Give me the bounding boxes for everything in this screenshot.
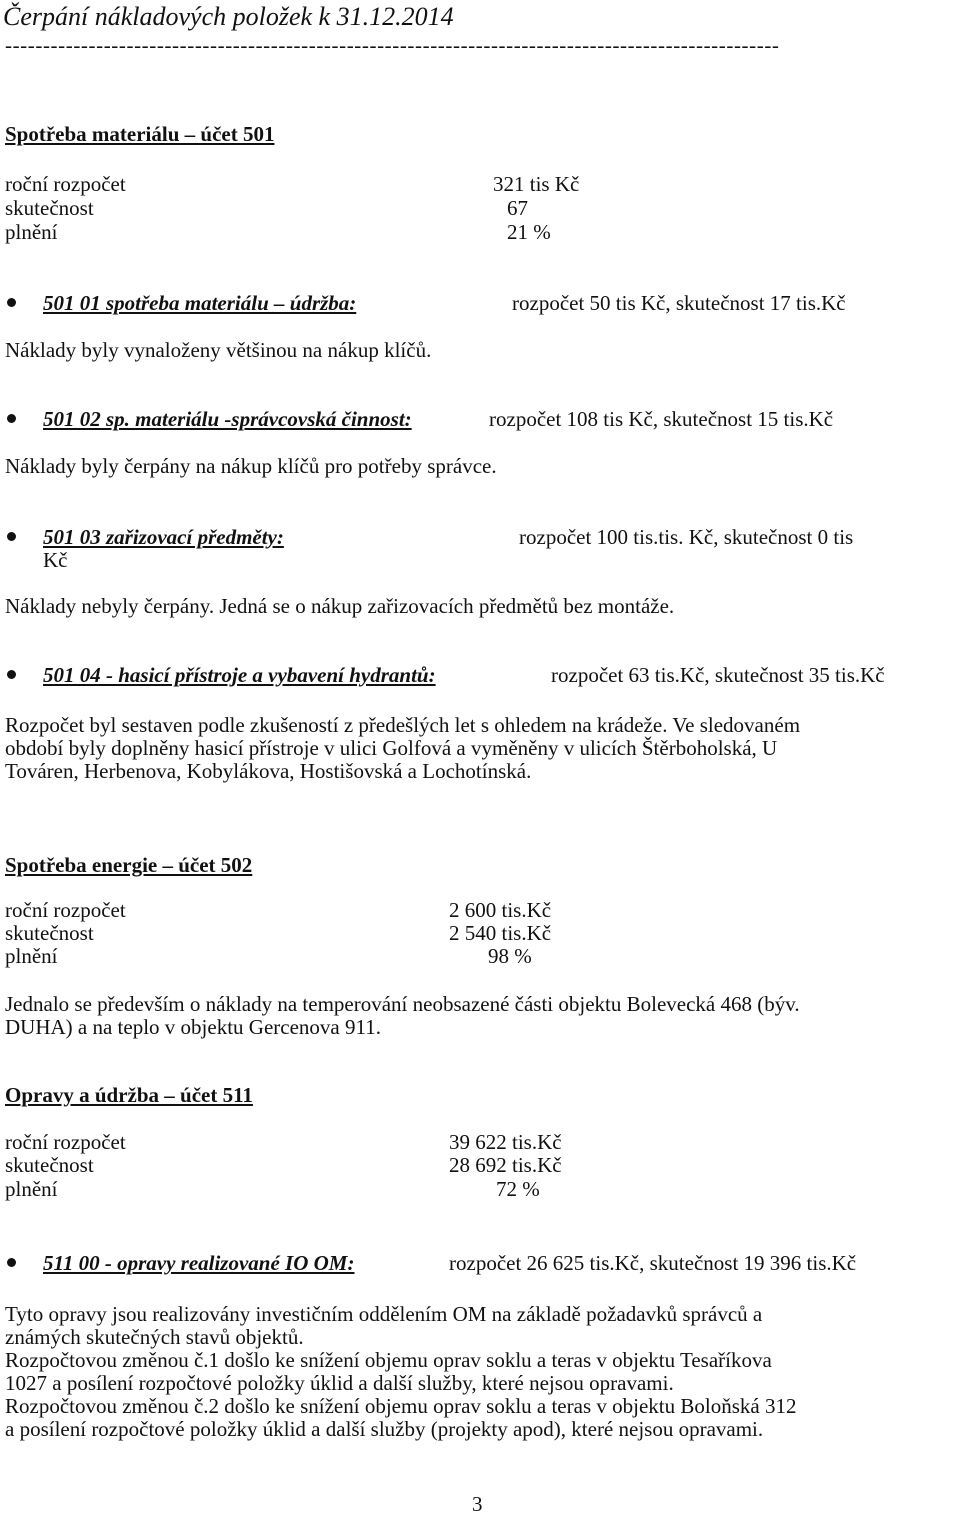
bullet-icon xyxy=(7,670,16,679)
item-note-line: období byly doplněny hasicí přístroje v ulici Golfová a vyměněny v ulicích Štěrboholská, U xyxy=(5,736,778,760)
item-values-50103-wrap: Kč xyxy=(43,548,68,572)
bullet-icon xyxy=(7,298,16,307)
item-note-50101: Náklady byly vynaloženy většinou na nákup klíčů. xyxy=(5,338,432,362)
item-title-50103: 501 03 zařizovací předměty: xyxy=(43,525,284,549)
section-heading-501: Spotřeba materiálu – účet 501 xyxy=(5,122,275,146)
row-label: plnění xyxy=(5,944,58,968)
row-label: roční rozpočet xyxy=(5,898,126,922)
row-value: 67 xyxy=(507,196,528,220)
note-line: 1027 a posílení rozpočtové položky úklid a další služby, které nejsou opravami. xyxy=(5,1371,674,1395)
item-values-50101: rozpočet 50 tis Kč, skutečnost 17 tis.Kč xyxy=(512,291,846,315)
note-line: Tyto opravy jsou realizovány investičním oddělením OM na základě požadavků správců a xyxy=(5,1302,763,1326)
bullet-icon xyxy=(7,414,16,423)
row-value: 72 % xyxy=(496,1177,540,1201)
row-label: skutečnost xyxy=(5,921,94,945)
row-value: 98 % xyxy=(488,944,532,968)
note-line: a posílení rozpočtové položky úklid a další služby (projekty apod), které nejsou opravami. xyxy=(5,1417,764,1441)
row-label: plnění xyxy=(5,1177,58,1201)
row-label: skutečnost xyxy=(5,1153,94,1177)
row-label: roční rozpočet xyxy=(5,172,126,196)
separator-line: ------------------------------------------------------------------------------------------------------ xyxy=(5,33,780,57)
page-number: 3 xyxy=(472,1492,483,1516)
row-label: roční rozpočet xyxy=(5,1130,126,1154)
item-note-line: Továren, Herbenova, Kobylákova, Hostišovská a Lochotínská. xyxy=(5,759,532,783)
row-value: 2 600 tis.Kč xyxy=(449,898,552,922)
item-values-50104: rozpočet 63 tis.Kč, skutečnost 35 tis.Kč xyxy=(551,663,885,687)
row-value: 21 % xyxy=(507,220,551,244)
section-heading-511: Opravy a údržba – účet 511 xyxy=(5,1083,253,1107)
row-label: plnění xyxy=(5,220,58,244)
item-title-51100: 511 00 - opravy realizované IO OM: xyxy=(43,1251,355,1275)
section-heading-502: Spotřeba energie – účet 502 xyxy=(5,853,253,877)
item-title-50104: 501 04 - hasicí přístroje a vybavení hydrantů: xyxy=(43,663,436,687)
note-line: Rozpočtovou změnou č.2 došlo ke snížení objemu oprav soklu a teras v objektu Boloňská 312 xyxy=(5,1394,797,1418)
bullet-icon xyxy=(7,1258,16,1267)
item-values-51100: rozpočet 26 625 tis.Kč, skutečnost 19 396 tis.Kč xyxy=(449,1251,857,1275)
item-note-line: Rozpočet byl sestaven podle zkušeností z předešlých let s ohledem na krádeže. Ve sledovaném xyxy=(5,713,801,737)
row-value: 321 tis Kč xyxy=(493,172,580,196)
bullet-icon xyxy=(7,532,16,541)
item-values-50103: rozpočet 100 tis.tis. Kč, skutečnost 0 tis xyxy=(519,525,854,549)
page-title: Čerpání nákladových položek k 31.12.2014 xyxy=(3,2,454,31)
row-value: 2 540 tis.Kč xyxy=(449,921,552,945)
item-note-50102: Náklady byly čerpány na nákup klíčů pro potřeby správce. xyxy=(5,454,497,478)
item-note-50103: Náklady nebyly čerpány. Jedná se o nákup zařizovacích předmětů bez montáže. xyxy=(5,594,675,618)
row-value: 28 692 tis.Kč xyxy=(449,1153,562,1177)
note-line: Jednalo se především o náklady na temperování neobsazené části objektu Bolevecká 468 (býv. xyxy=(5,992,800,1016)
note-line: Rozpočtovou změnou č.1 došlo ke snížení objemu oprav soklu a teras v objektu Tesaříkova xyxy=(5,1348,772,1372)
item-values-50102: rozpočet 108 tis Kč, skutečnost 15 tis.Kč xyxy=(489,407,834,431)
item-title-50102: 501 02 sp. materiálu -správcovská činnost: xyxy=(43,407,412,431)
row-value: 39 622 tis.Kč xyxy=(449,1130,562,1154)
note-line: DUHA) a na teplo v objektu Gercenova 911. xyxy=(5,1015,381,1039)
item-title-50101: 501 01 spotřeba materiálu – údržba: xyxy=(43,291,357,315)
row-label: skutečnost xyxy=(5,196,94,220)
note-line: známých skutečných stavů objektů. xyxy=(5,1325,304,1349)
